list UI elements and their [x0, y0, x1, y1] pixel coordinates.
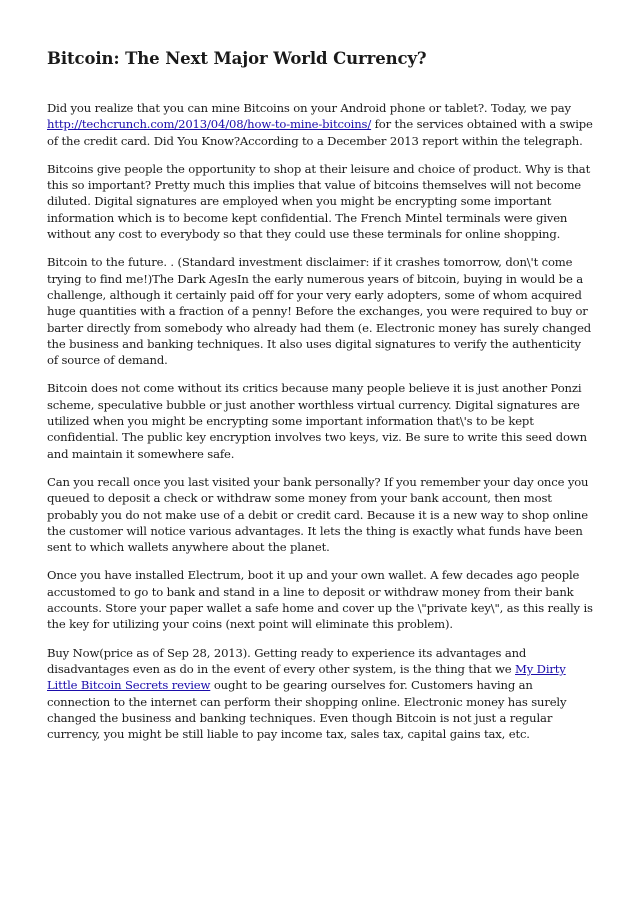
paragraph-1-text-a: Did you realize that you can mine Bitcoins on your Android phone or tablet?. Today, we pay: [47, 101, 571, 115]
document-page: [47, 48, 595, 754]
paragraph-5: Can you recall once you last visited your bank personally? If you remember your day once you queued to deposit a check or withdraw some money from your bank account, then most probably you do not make use of a debit or credit card. Because it is a new way to shop online the customer will notice various advantages. It lets the thing is exactly what funds have been sent to which wallets anywhere about the planet.: [47, 474, 589, 555]
paragraph-4: Bitcoin does not come without its critics because many people believe it is just another Ponzi scheme, speculative bubble or just another worthless virtual currency. Digital signatures are utilized when you might be encrypting some important information that\'s to be kept confidential. The public key encryption involves two keys, viz. Be sure to write this seed down and maintain it somewhere safe.: [47, 381, 587, 461]
paragraph-6: Once you have installed Electrum, boot it up and your own wallet. A few decades ago people accustomed to go to bank and stand in a line to deposit or withdraw money from their bank accounts. Store your paper wallet a safe home and cover up the \"private key\", as this really is the key for utilizing your coins (next point will eliminate this problem).: [47, 568, 593, 632]
paragraph-2: Bitcoins give people the opportunity to shop at their leisure and choice of product. Why is that this so important? Pretty much this implies that value of bitcoins themselves will not become diluted. Digital signatures are employed when you might be encrypting some important information which is to become kept confidential. The French Mintel terminals were given without any cost to everybody so that they could use these terminals for online shopping.: [47, 161, 591, 242]
paragraph-1: [47, 100, 595, 149]
techcrunch-link[interactable]: http://techcrunch.com/2013/04/08/how-to-mine-bitcoins/: [47, 117, 372, 132]
paragraph-7-text-b: ought to be gearing ourselves for. Customers having an connection to the internet can perform their shopping online. Electronic money has surely changed the business and banking techniques. Even though Bitcoin is not just a regular currency, you might be still liable to pay income tax, sales tax, capital gains tax, etc.: [47, 678, 567, 742]
paragraph-3: Bitcoin to the future. . (Standard investment disclaimer: if it crashes tomorrow, don\'t come trying to find me!)The Dark AgesIn the early numerous years of bitcoin, buying in would be a challenge, although it certainly paid off for your very early adopters, some of whom acquired huge quantities with a fraction of a penny! Before the exchanges, you were required to buy or barter directly from somebody who already had them (e. Electronic money has surely changed the business and banking techniques. It also uses digital signatures to verify the authenticity of source of demand.: [47, 255, 592, 368]
bitcoin-secrets-review-link[interactable]: My Dirty Little Bitcoin Secrets review: [47, 661, 566, 693]
document-title: Bitcoin: The Next Major World Currency?: [47, 49, 427, 68]
paragraph-7: [47, 645, 595, 743]
paragraph-7-text-a: Buy Now(price as of Sep 28, 2013). Getting ready to experience its advantages and disadvantages even as do in the event of every other system, is the thing that we: [47, 645, 527, 676]
paragraph-1-text-b: for the services obtained with a swipe of the credit card. Did You Know?According to a December 2013 report within the telegraph.: [47, 117, 593, 148]
